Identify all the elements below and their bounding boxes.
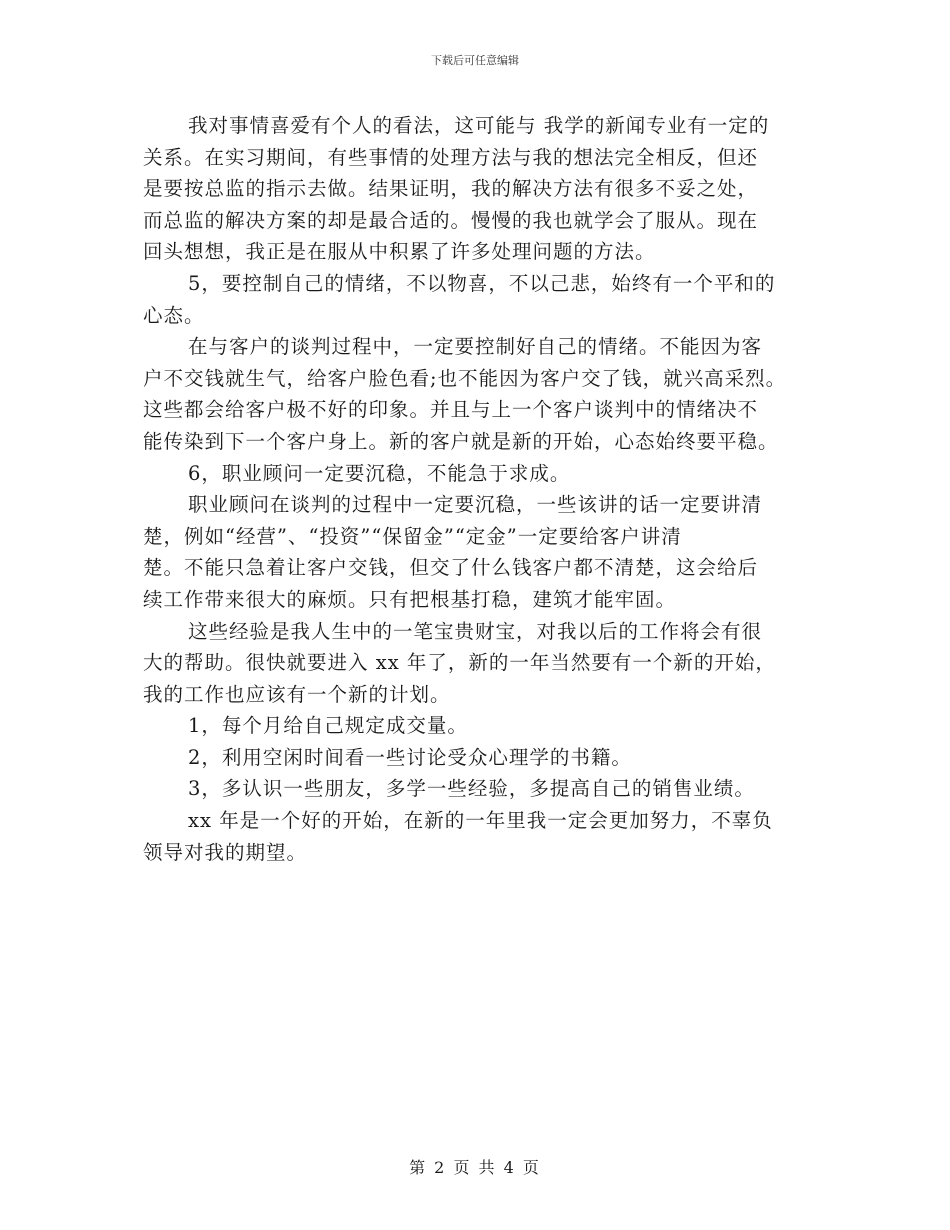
text-line: xx 年是一个好的开始，在新的一年里我一定会更加努力，不辜负 [188,809,773,833]
document-body [143,110,823,868]
text-line: 是要按总监的指示去做。结果证明，我的解决方法有很多不妥之处， [143,177,759,201]
text-line: 我对事情喜爱有个人的看法，这可能与 我学的新闻专业有一定的 [188,114,770,137]
text-line: 大的帮助。很快就要进入 xx 年了，新的一年当然要有一个新的开始， [143,651,776,675]
text-line: 而总监的解决方案的却是最合适的。慢慢的我也就学会了服从。现在 [143,208,759,232]
text-line: 能传染到下一个客户身上。新的客户就是新的开始，心态始终要平稳。 [143,429,779,453]
text-line: 在与客户的谈判过程中，一定要控制好自己的情绪。不能因为客 [188,335,763,359]
page-header: 下载后可任意编辑 [431,54,519,67]
text-line: 这些经验是我人生中的一笔宝贵财宝，对我以后的工作将会有很 [188,619,763,643]
text-line: 职业顾问在谈判的过程中一定要沉稳，一些该讲的话一定要讲清 [188,493,763,517]
page-footer: 第 2 页 共 4 页 [409,1158,541,1177]
text-line: 回头想想，我正是在服从中积累了许多处理问题的方法。 [143,240,656,264]
text-line: 户不交钱就生气，给客户脸色看;也不能因为客户交了钱，就兴高采烈。 [143,366,787,390]
text-line: 6，职业顾问一定要沉稳，不能急于求成。 [188,461,571,485]
text-line: 我的工作也应该有一个新的计划。 [143,682,451,706]
text-line: 领导对我的期望。 [143,840,308,864]
text-line: 续工作带来很大的麻烦。只有把根基打稳，建筑才能牢固。 [143,587,677,611]
text-line: 5，要控制自己的情绪，不以物喜，不以己悲，始终有一个平和的 [188,271,776,295]
text-line: 楚，例如“经营”、“投资”“保留金”“定金”一定要给客户讲清 [143,524,682,548]
text-line: 关系。在实习期间，有些事情的处理方法与我的想法完全相反，但还 [143,145,759,169]
text-line: 2，利用空闲时间看一些讨论受众心理学的书籍。 [188,745,632,769]
text-line: 1，每个月给自己规定成交量。 [188,714,468,738]
text-line: 心态。 [143,303,205,327]
text-line: 楚。不能只急着让客户交钱，但交了什么钱客户都不清楚，这会给后 [143,556,759,580]
text-line: 3，多认识一些朋友，多学一些经验，多提高自己的销售业绩。 [188,777,755,801]
text-line: 这些都会给客户极不好的印象。并且与上一个客户谈判中的情绪决不 [143,398,759,422]
